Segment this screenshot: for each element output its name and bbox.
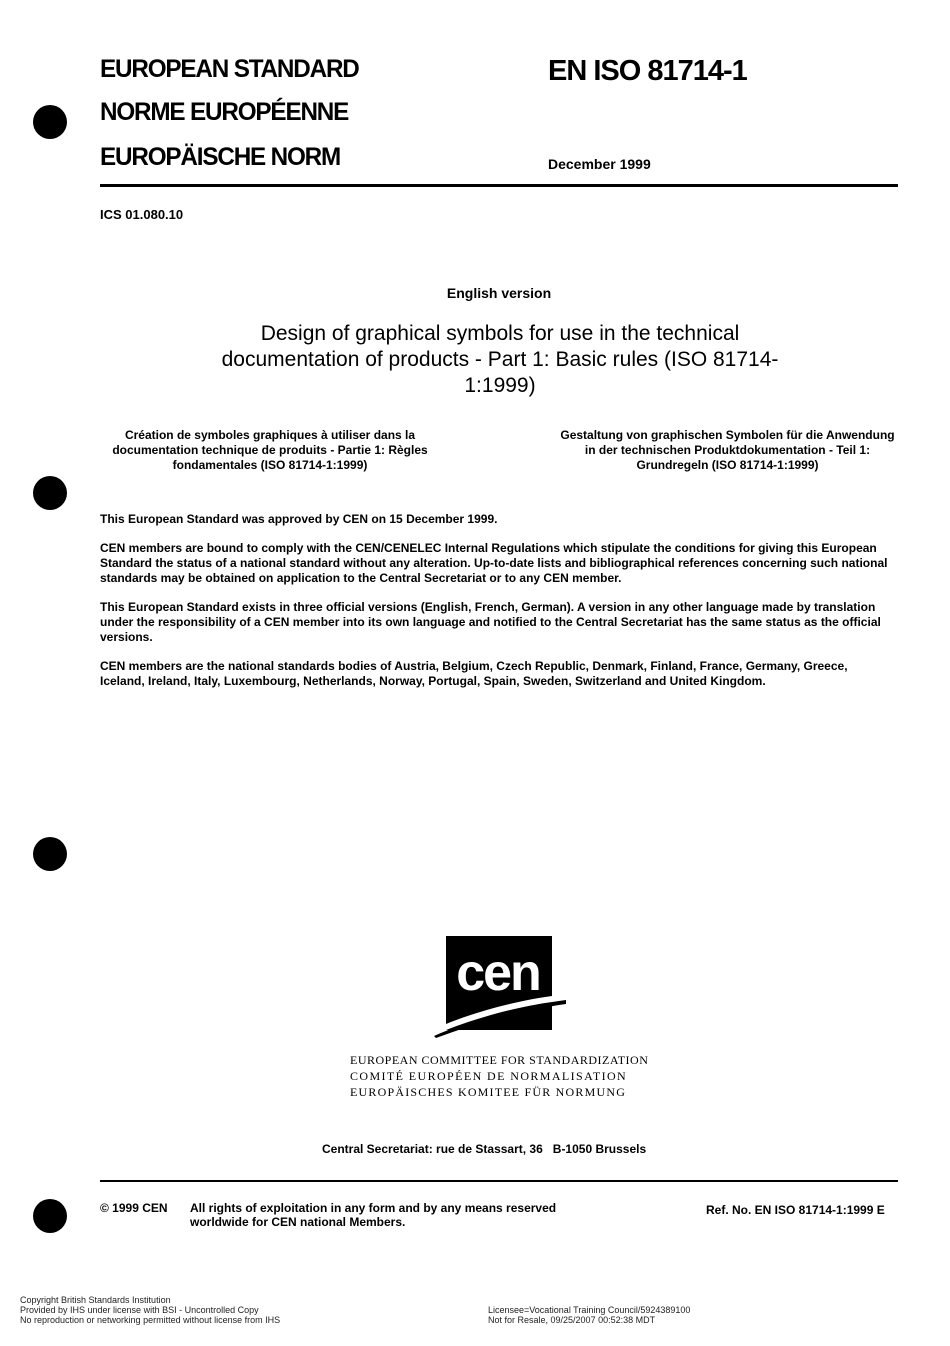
title-french: NORME EUROPÉENNE (100, 98, 349, 126)
compliance-paragraph: CEN members are bound to comply with the CEN/CENELEC Internal Regulations which stipulate the conditions for giving this European Standard the status of a national standard without any alteration. Up-to-date lists and bibliographical references concerning such national standards may be obtained on application to the Central Secretariat or to any CEN member. (100, 541, 888, 585)
main-title-line: 1:1999) (464, 374, 536, 397)
org-name-en: EUROPEAN COMMITTEE FOR STANDARDIZATION (350, 1053, 649, 1067)
ics-code: ICS 01.080.10 (100, 207, 184, 222)
license-footer-left (20, 1295, 280, 1325)
license-footer-right (488, 1305, 690, 1325)
license-line: Not for Resale, 09/25/2007 00:52:38 MDT (488, 1315, 656, 1325)
central-secretariat: Central Secretariat: rue de Stassart, 36 B-1050 Brussels (322, 1142, 647, 1156)
cen-logo-text: cen (456, 944, 540, 1002)
version-label: English version (446, 285, 552, 301)
versions-paragraph: This European Standard exists in three official versions (English, French, German). A version in any other language made by translation under the responsibility of a CEN member into its own language and notified to the Central Secretariat has the same status as the official versions. (100, 600, 881, 644)
license-line: Provided by IHS under license with BSI - Uncontrolled Copy (20, 1305, 259, 1315)
standard-number: EN ISO 81714-1 (548, 55, 747, 87)
punch-hole (33, 476, 67, 510)
members-paragraph: CEN members are the national standards bodies of Austria, Belgium, Czech Republic, Denmark, Finland, France, Germany, Greece, Iceland, Ireland, Italy, Luxembourg, Netherlands, Norway, Portugal, Spain, Sweden, Switzerland and United Kingdom. (100, 659, 848, 688)
punch-hole (33, 837, 67, 871)
punch-hole (33, 1199, 67, 1233)
publication-date: December 1999 (548, 156, 651, 172)
main-title-line: documentation of products - Part 1: Basic rules (ISO 81714- (221, 348, 779, 371)
punch-hole (33, 105, 67, 139)
rights-notice (190, 1201, 556, 1229)
footer-rule (100, 1180, 898, 1182)
rights-line: worldwide for CEN national Members. (190, 1215, 406, 1229)
cen-organization (350, 1052, 648, 1100)
german-title-line: Gestaltung von graphischen Symbolen für die Anwendung (560, 428, 895, 442)
french-title-line: fondamentales (ISO 81714-1:1999) (172, 458, 368, 472)
org-name-fr: COMITÉ EUROPÉEN DE NORMALISATION (350, 1069, 628, 1083)
rights-line: All rights of exploitation in any form and by any means reserved (190, 1201, 557, 1215)
license-line: Licensee=Vocational Training Council/5924389100 (488, 1305, 691, 1315)
french-title-line: Création de symboles graphiques à utiliser dans la (124, 428, 416, 442)
german-title (550, 428, 905, 473)
org-name-de: EUROPÄISCHES KOMITEE FÜR NORMUNG (350, 1085, 627, 1099)
main-title (150, 321, 850, 399)
french-title-line: documentation technique de produits - Partie 1: Règles (112, 443, 428, 457)
approval-paragraph: This European Standard was approved by CEN on 15 December 1999. (100, 512, 498, 526)
cen-logo (430, 932, 570, 1042)
header-rule (100, 184, 898, 187)
french-title (90, 428, 450, 473)
copyright-notice: © 1999 CEN (100, 1201, 168, 1215)
title-german: EUROPÄISCHE NORM (100, 143, 341, 171)
license-line: Copyright British Standards Institution (20, 1295, 171, 1305)
main-title-line: Design of graphical symbols for use in the technical (260, 322, 740, 345)
license-line: No reproduction or networking permitted without license from IHS (20, 1315, 281, 1325)
title-english: EUROPEAN STANDARD (100, 55, 359, 83)
german-title-line: Grundregeln (ISO 81714-1:1999) (636, 458, 819, 472)
german-title-line: in der technischen Produktdokumentation - Teil 1: (584, 443, 871, 457)
reference-number: Ref. No. EN ISO 81714-1:1999 E (706, 1203, 885, 1217)
